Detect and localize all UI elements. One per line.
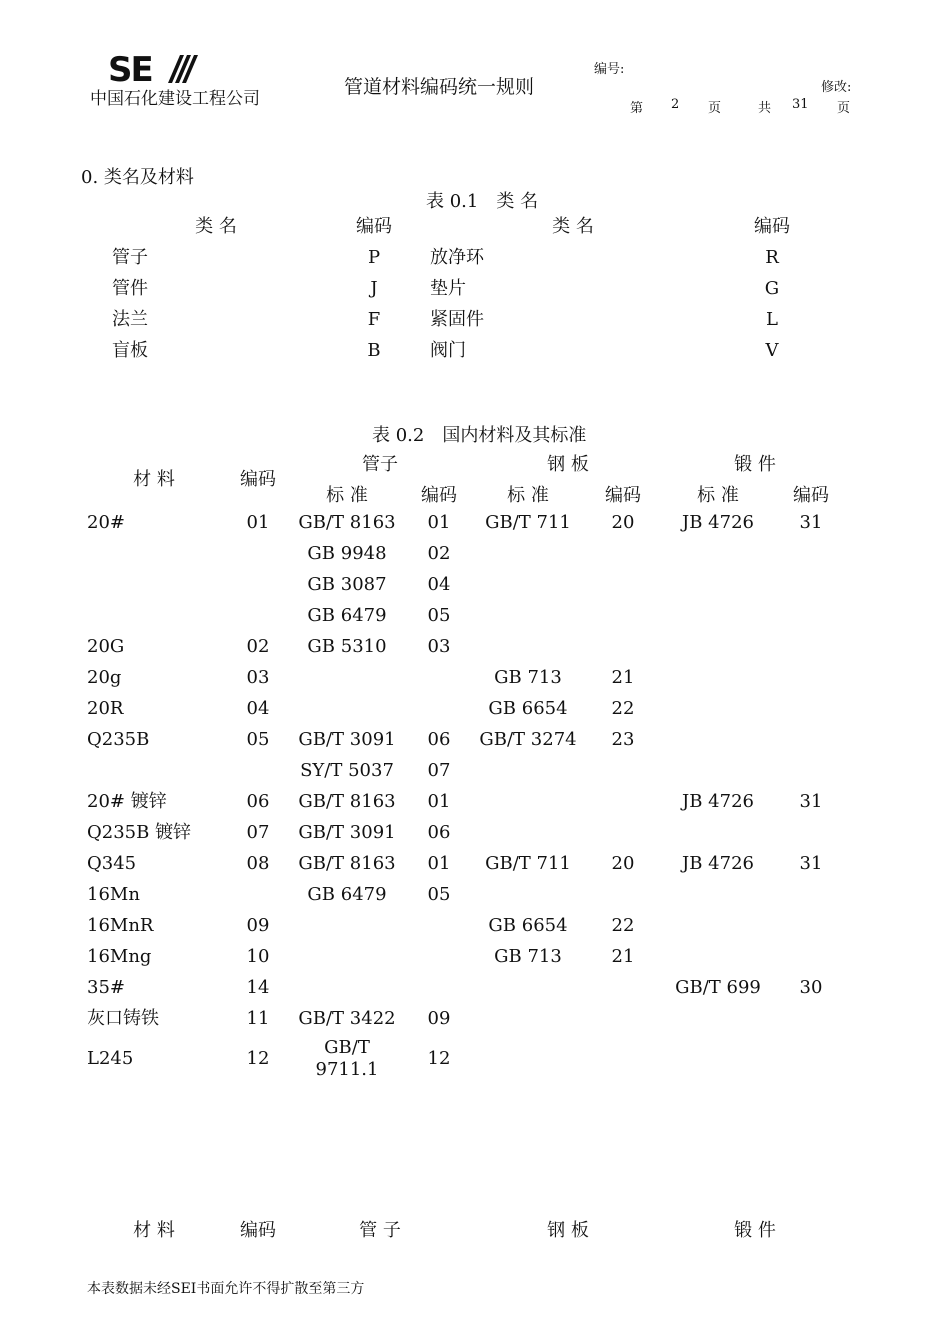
- table2-cell-code: 06: [246, 791, 270, 812]
- table1-row: [0, 242, 950, 273]
- table2-cell-pipe-std: GB/T 8163: [298, 791, 396, 812]
- table2-cell-code: 14: [246, 977, 270, 998]
- table2-cell-plate-code: 23: [611, 729, 635, 750]
- table1-cell: V: [765, 340, 779, 361]
- table2-cell-plate-std: GB/T 3274: [479, 729, 577, 750]
- table2-cell-material: L245: [87, 1048, 134, 1069]
- table2-cell-material: 20R: [87, 698, 124, 719]
- table2-cell-plate-code: 22: [611, 915, 635, 936]
- table2-cell-pipe-code: 06: [427, 729, 451, 750]
- table2-row: [0, 1003, 950, 1034]
- table2-header-code: 编码: [240, 469, 276, 490]
- table2-cell-pipe-std: GB 6479: [307, 884, 387, 905]
- table1-cell: P: [367, 247, 381, 268]
- table2-cell-pipe-code: 01: [427, 791, 451, 812]
- logo-letters: SE: [108, 53, 152, 85]
- table2-cell-material: 20# 镀锌: [87, 791, 167, 812]
- table2-cell-pipe-std: GB/T 8163: [298, 512, 396, 533]
- table2-cell-pipe-code: 01: [427, 512, 451, 533]
- company-name: 中国石化建设工程公司: [90, 89, 260, 109]
- table2-cell-pipe-std: GB/T 3422: [298, 1008, 396, 1029]
- table2-cell-material: 20#: [87, 512, 125, 533]
- table2-row: [0, 724, 950, 755]
- table2-row: [0, 972, 950, 1003]
- table1-cell: 垫片: [430, 278, 466, 299]
- table2-row: [0, 693, 950, 724]
- table2-cell-code: 11: [246, 1008, 270, 1029]
- table2-cell-material: 20G: [87, 636, 125, 657]
- table2-cell-pipe-std: SY/T 5037: [300, 760, 394, 781]
- table2-row: [0, 755, 950, 786]
- revision-label: 修改:: [821, 80, 852, 95]
- table2-cell-material: Q235B 镀锌: [87, 822, 192, 843]
- repeat-header-forging: 锻 件: [734, 1220, 776, 1241]
- table2-cell-pipe-code: 01: [427, 853, 451, 874]
- table2-cell-forging-std: GB/T 699: [675, 977, 761, 998]
- table1-cell: 盲板: [112, 340, 148, 361]
- table1-header-cell: 类 名: [195, 216, 237, 237]
- table1-cell: B: [367, 340, 381, 361]
- table1-row: [0, 304, 950, 335]
- repeat-header-pipe: 管 子: [359, 1220, 401, 1241]
- table2-cell-material: Q235B: [87, 729, 150, 750]
- table2-cell-forging-code: 31: [799, 853, 823, 874]
- table2-cell-code: 01: [246, 512, 270, 533]
- table2-cell-code: 05: [246, 729, 270, 750]
- table2-row: [0, 538, 950, 569]
- table2-header-pipe: 管子: [362, 454, 398, 475]
- table2-cell-pipe-std: GB 5310: [307, 636, 387, 657]
- table2-cell-pipe-code: 06: [427, 822, 451, 843]
- table2-cell-plate-code: 21: [611, 667, 635, 688]
- table1-header-cell: 编码: [754, 216, 790, 237]
- table1-cell: R: [765, 247, 779, 268]
- table2-cell-plate-std: GB 6654: [488, 698, 568, 719]
- table2-row: [0, 848, 950, 879]
- table2-cell-pipe-code: 03: [427, 636, 451, 657]
- table2-cell-forging-std: JB 4726: [682, 853, 754, 874]
- total-prefix: 共: [758, 101, 772, 116]
- table1-cell: J: [370, 278, 378, 299]
- table2-cell-pipe-code: 05: [427, 884, 451, 905]
- table2-cell-code: 02: [246, 636, 270, 657]
- table2-cell-pipe-std: GB/T 9711.1: [315, 1037, 379, 1080]
- table2-cell-plate-code: 20: [611, 853, 635, 874]
- table2-cell-forging-code: 31: [799, 791, 823, 812]
- table2-row: [0, 879, 950, 910]
- table1-header-row: [0, 211, 950, 242]
- table1-cell: L: [766, 309, 778, 330]
- table2-header-forging: 锻 件: [734, 454, 776, 475]
- table2-cell-pipe-code: 12: [427, 1048, 451, 1069]
- document-title: 管道材料编码统一规则: [344, 76, 535, 98]
- table2-cell-pipe-code: 07: [427, 760, 451, 781]
- total-word: 页: [837, 101, 851, 116]
- table2-cell-plate-std: GB 6654: [488, 915, 568, 936]
- table2-row: [0, 507, 950, 538]
- table2-row: [0, 662, 950, 693]
- table2-cell-plate-std: GB 713: [494, 946, 562, 967]
- table2-cell-forging-code: 30: [799, 977, 823, 998]
- table2-cell-forging-code: 31: [799, 512, 823, 533]
- table2-cell-pipe-std: GB/T 3091: [298, 729, 396, 750]
- table2-header-forging-std: 标 准: [697, 485, 739, 506]
- table2-cell-plate-code: 20: [611, 512, 635, 533]
- table2-cell-material: 16Mn: [87, 884, 140, 905]
- table2-cell-material: 灰口铸铁: [87, 1008, 159, 1029]
- page-prefix: 第: [630, 101, 644, 116]
- table2-header-plate-code: 编码: [605, 485, 641, 506]
- footer-notice: 本表数据未经SEI书面允许不得扩散至第三方: [87, 1281, 365, 1297]
- table2-cell-material: Q345: [87, 853, 137, 874]
- repeat-header-material: 材 料: [133, 1220, 175, 1241]
- table2-row: [0, 817, 950, 848]
- table2-cell-pipe-code: 02: [427, 543, 451, 564]
- table2-cell-code: 12: [246, 1048, 270, 1069]
- table2-header-material: 材 料: [133, 469, 175, 490]
- table1-cell: 紧固件: [430, 309, 484, 330]
- table1-row: [0, 273, 950, 304]
- table2-row: [0, 569, 950, 600]
- table1-cell: F: [367, 309, 381, 330]
- table2-cell-pipe-std: GB 3087: [307, 574, 387, 595]
- table2-cell-code: 04: [246, 698, 270, 719]
- document-number-label: 编号:: [594, 62, 625, 77]
- table1-cell: 放净环: [430, 247, 484, 268]
- table2-cell-material: 16Mng: [87, 946, 152, 967]
- table2-header-pipe-std: 标 准: [326, 485, 368, 506]
- table2-cell-code: 03: [246, 667, 270, 688]
- table2-cell-code: 09: [246, 915, 270, 936]
- table2-row: [0, 786, 950, 817]
- table2-header-plate-std: 标 准: [507, 485, 549, 506]
- total-pages: 31: [792, 97, 809, 112]
- table2-row: [0, 631, 950, 662]
- table1-header-cell: 编码: [356, 216, 392, 237]
- page-number: 2: [671, 97, 680, 112]
- table1-cell: 管子: [112, 247, 148, 268]
- table2-row: [0, 600, 950, 631]
- table1-caption: 表 0.1 类 名: [426, 191, 539, 212]
- table2-cell-pipe-std: GB/T 8163: [298, 853, 396, 874]
- table2-header-plate: 钢 板: [547, 454, 589, 475]
- table2-cell-forging-std: JB 4726: [682, 512, 754, 533]
- table2-caption: 表 0.2 国内材料及其标准: [372, 425, 587, 446]
- table2-cell-material: 20g: [87, 667, 122, 688]
- table1-cell: G: [764, 278, 780, 299]
- table1-cell: 法兰: [112, 309, 148, 330]
- table2-cell-plate-std: GB/T 711: [485, 512, 571, 533]
- table2-cell-material: 35#: [87, 977, 125, 998]
- table2-cell-pipe-code: 04: [427, 574, 451, 595]
- table2-cell-material: 16MnR: [87, 915, 154, 936]
- table2-cell-pipe-std: GB/T 3091: [298, 822, 396, 843]
- table1-row: [0, 335, 950, 366]
- table2-cell-pipe-code: 09: [427, 1008, 451, 1029]
- table2-cell-plate-code: 21: [611, 946, 635, 967]
- table2-cell-pipe-code: 05: [427, 605, 451, 626]
- table1-cell: 管件: [112, 278, 148, 299]
- table2-cell-forging-std: JB 4726: [682, 791, 754, 812]
- table2-row: [0, 910, 950, 941]
- table2-cell-code: 08: [246, 853, 270, 874]
- table2-row: [0, 941, 950, 972]
- company-logo: [108, 53, 200, 85]
- repeat-header-plate: 钢 板: [547, 1220, 589, 1241]
- table2-cell-plate-std: GB/T 711: [485, 853, 571, 874]
- table2-header-pipe-code: 编码: [421, 485, 457, 506]
- table2-cell-plate-code: 22: [611, 698, 635, 719]
- table1-header-cell: 类 名: [552, 216, 594, 237]
- table2-row: [0, 1037, 950, 1081]
- table1-cell: 阀门: [430, 340, 466, 361]
- table2-cell-code: 07: [246, 822, 270, 843]
- table2-cell-code: 10: [246, 946, 270, 967]
- page-word: 页: [708, 101, 722, 116]
- table2-header-forging-code: 编码: [793, 485, 829, 506]
- table2-cell-pipe-std: GB 6479: [307, 605, 387, 626]
- repeat-header-code: 编码: [240, 1220, 276, 1241]
- table2-cell-plate-std: GB 713: [494, 667, 562, 688]
- table2-cell-pipe-std: GB 9948: [307, 543, 387, 564]
- section-title: 0. 类名及材料: [81, 167, 194, 188]
